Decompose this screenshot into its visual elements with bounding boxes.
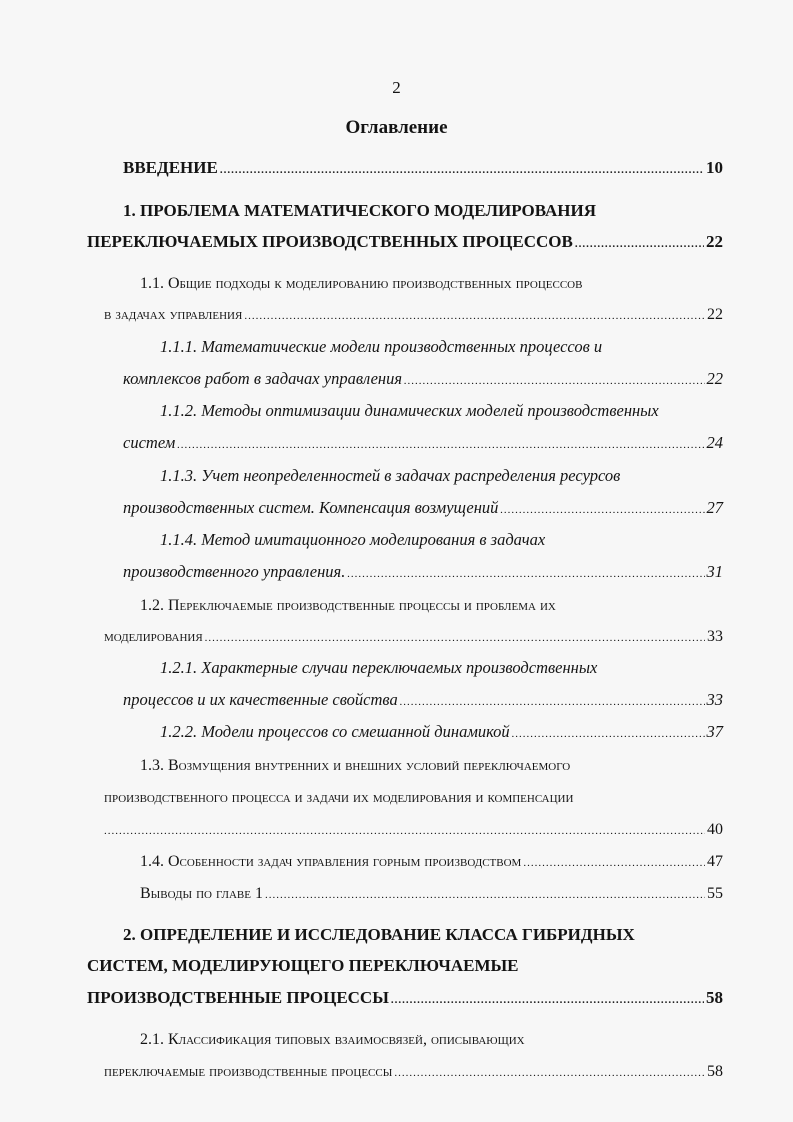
toc-section-1-3-line-1[interactable]: 1.3. Возмущения внутренних и внешних условий переключаемого: [140, 757, 571, 774]
toc-entry-text: ВВЕДЕНИЕ: [123, 158, 218, 177]
toc-section-2-1[interactable]: [104, 1062, 723, 1083]
toc-page-number: 10: [706, 158, 723, 177]
toc-page-number: 27: [706, 498, 723, 517]
toc-page-number: 55: [707, 885, 723, 902]
toc-section-1-2[interactable]: [104, 627, 723, 648]
toc-page-number: 47: [707, 853, 723, 870]
toc-section-1-3[interactable]: [104, 820, 723, 841]
leader-dots: [394, 1063, 705, 1083]
toc-title: Оглавление: [345, 117, 448, 138]
toc-chapter-1-line-1[interactable]: 1. ПРОБЛЕМА МАТЕМАТИЧЕСКОГО МОДЕЛИРОВАНИЯ: [123, 201, 597, 220]
leader-dots: [575, 234, 704, 254]
toc-section-1-1[interactable]: [104, 305, 723, 326]
toc-subsection-1-1-2-line-1[interactable]: 1.1.2. Методы оптимизации динамических моделей производственных: [160, 401, 659, 420]
toc-section-1-2-line-1[interactable]: 1.2. Переключаемые производственные процессы и проблема их: [140, 597, 556, 614]
toc-subsection-1-1-4[interactable]: [123, 562, 723, 584]
toc-chapter-2-line-1[interactable]: 2. ОПРЕДЕЛЕНИЕ И ИССЛЕДОВАНИЕ КЛАССА ГИБРИДНЫХ: [123, 925, 635, 944]
leader-dots: [512, 724, 705, 744]
toc-entry-text: ПРОИЗВОДСТВЕННЫЕ ПРОЦЕССЫ: [87, 988, 389, 1007]
toc-page-number: 24: [706, 433, 723, 452]
leader-dots: [104, 821, 705, 841]
toc-entry-text: моделирования: [104, 628, 203, 645]
toc-section-2-1-line-1[interactable]: 2.1. Классификация типовых взаимосвязей, описывающих: [140, 1031, 525, 1048]
toc-entry-text: в задачах управления: [104, 306, 243, 323]
toc-subsection-1-2-2[interactable]: [160, 722, 723, 744]
toc-page-number: 58: [706, 988, 723, 1007]
toc-page-number: 40: [707, 821, 723, 838]
leader-dots: [177, 435, 704, 455]
toc-section-1-4[interactable]: [140, 852, 723, 873]
toc-entry-introduction[interactable]: [123, 158, 723, 180]
toc-subsection-1-1-3[interactable]: [123, 498, 723, 520]
page-number: 2: [392, 78, 401, 97]
leader-dots: [523, 853, 705, 873]
toc-entry-text: ПЕРЕКЛЮЧАЕМЫХ ПРОИЗВОДСТВЕННЫХ ПРОЦЕССОВ: [87, 232, 573, 251]
toc-entry-text: Выводы по главе 1: [140, 885, 263, 902]
toc-subsection-1-2-1-line-1[interactable]: 1.2.1. Характерные случаи переключаемых производственных: [160, 658, 598, 677]
toc-conclusions-chapter-1[interactable]: [140, 884, 723, 905]
leader-dots: [404, 371, 704, 391]
toc-chapter-2[interactable]: [87, 988, 723, 1010]
leader-dots: [220, 160, 704, 180]
leader-dots: [391, 990, 704, 1010]
toc-page-number: 33: [706, 690, 723, 709]
toc-page-number: 22: [706, 369, 723, 388]
toc-entry-text: 1.2.2. Модели процессов со смешанной динамикой: [160, 722, 510, 741]
leader-dots: [500, 500, 704, 520]
toc-entry-text: процессов и их качественные свойства: [123, 690, 398, 709]
toc-subsection-1-1-1-line-1[interactable]: 1.1.1. Математические модели производственных процессов и: [160, 337, 603, 356]
toc-subsection-1-1-2[interactable]: [123, 433, 723, 455]
toc-page-number: 22: [707, 306, 723, 323]
toc-subsection-1-1-3-line-1[interactable]: 1.1.3. Учет неопределенностей в задачах распределения ресурсов: [160, 466, 621, 485]
toc-page-number: 22: [706, 232, 723, 251]
leader-dots: [244, 306, 705, 326]
toc-section-1-1-line-1[interactable]: 1.1. Общие подходы к моделированию производственных процессов: [140, 275, 583, 292]
toc-entry-text: производственных систем. Компенсация возмущений: [123, 498, 499, 517]
leader-dots: [347, 564, 704, 584]
toc-entry-text: комплексов работ в задачах управления: [123, 369, 403, 388]
toc-subsection-1-1-4-line-1[interactable]: 1.1.4. Метод имитационного моделирования в задачах: [160, 530, 546, 549]
toc-chapter-2-line-2[interactable]: СИСТЕМ, МОДЕЛИРУЮЩЕГО ПЕРЕКЛЮЧАЕМЫЕ: [87, 956, 519, 975]
toc-entry-text: систем: [123, 433, 176, 452]
leader-dots: [205, 628, 705, 648]
toc-entry-text: 1.4. Особенности задач управления горным производством: [140, 853, 522, 870]
leader-dots: [265, 885, 705, 905]
toc-page-number: 37: [706, 722, 723, 741]
toc-page-number: 31: [706, 562, 723, 581]
toc-page-number: 58: [707, 1063, 723, 1080]
toc-entry-text: переключаемые производственные процессы: [104, 1063, 393, 1080]
toc-entry-text: производственного управления.: [123, 562, 346, 581]
toc-subsection-1-2-1[interactable]: [123, 690, 723, 712]
toc-subsection-1-1-1[interactable]: [123, 369, 723, 391]
toc-section-1-3-line-2[interactable]: производственного процесса и задачи их моделирования и компенсации: [104, 789, 574, 806]
toc-page-number: 33: [707, 628, 723, 645]
toc-chapter-1[interactable]: [87, 232, 723, 254]
leader-dots: [400, 692, 705, 712]
